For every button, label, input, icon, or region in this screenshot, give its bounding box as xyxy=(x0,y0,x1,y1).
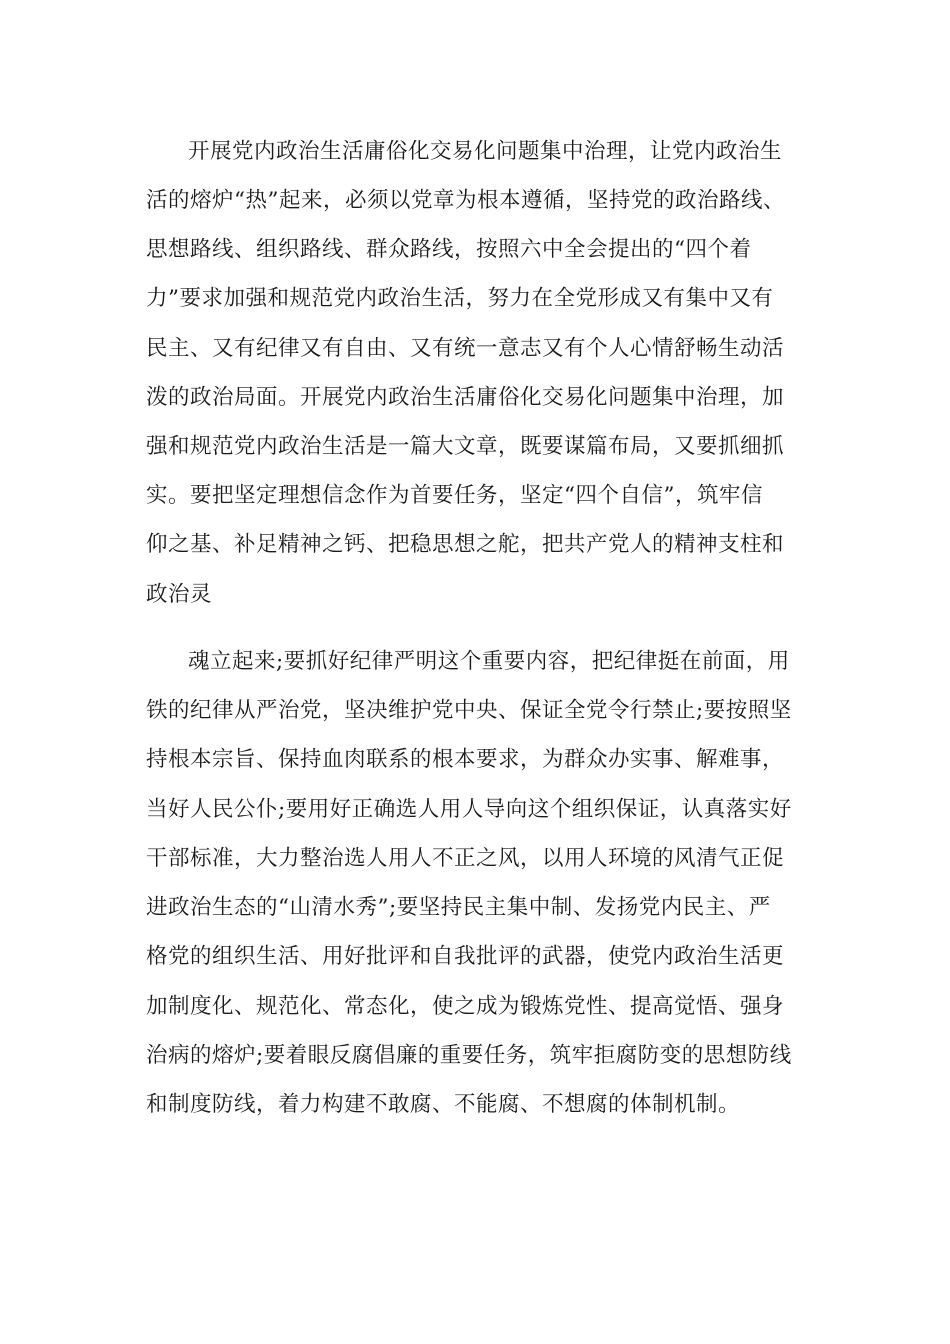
paragraph-1-line-9: 仰之基、补足精神之钙、把稳思想之舵，把共产党人的精神支柱和 xyxy=(146,532,785,557)
paragraph-2-line-9: 治病的熔炉;要着眼反腐倡廉的重要任务，筑牢拒腐防变的思想防线 xyxy=(146,1043,792,1068)
paragraph-2-line-3: 持根本宗旨、保持血肉联系的根本要求，为群众办实事、解难事， xyxy=(146,747,785,772)
paragraph-2-line-4: 当好人民公仆;要用好正确选人用人导向这个组织保证，认真落实好 xyxy=(146,797,792,822)
paragraph-2-line-2: 铁的纪律从严治党，坚决维护党中央、保证全党令行禁止;要按照坚 xyxy=(146,698,792,723)
paragraph-2-line-10: 和制度防线，着力构建不敢腐、不能腐、不想腐的体制机制。 xyxy=(146,1092,741,1117)
paragraph-1-line-10: 政治灵 xyxy=(146,582,213,607)
paragraph-1-line-2: 活的熔炉“热”起来，必须以党章为根本遵循，坚持党的政治路线、 xyxy=(146,188,785,213)
paragraph-2-line-1: 魂立起来;要抓好纪律严明这个重要内容，把纪律挺在前面，用 xyxy=(188,649,790,674)
paragraph-1-line-6: 泼的政治局面。开展党内政治生活庸俗化交易化问题集中治理，加 xyxy=(146,385,785,410)
paragraph-2-line-6: 进政治生态的“山清水秀”;要坚持民主集中制、发扬党内民主、严 xyxy=(146,895,771,920)
paragraph-2-line-7: 格党的组织生活、用好批评和自我批评的武器，使党内政治生活更 xyxy=(146,944,785,969)
paragraph-1-line-1: 开展党内政治生活庸俗化交易化问题集中治理，让党内政治生 xyxy=(188,139,783,164)
paragraph-1-line-5: 民主、又有纪律又有自由、又有统一意志又有个人心情舒畅生动活 xyxy=(146,336,785,361)
paragraph-1-line-3: 思想路线、组织路线、群众路线，按照六中全会提出的“四个着 xyxy=(146,237,752,262)
paragraph-2-line-5: 干部标准，大力整治选人用人不正之风，以用人环境的风清气正促 xyxy=(146,846,785,871)
paragraph-2-line-8: 加制度化、规范化、常态化，使之成为锻炼党性、提高觉悟、强身 xyxy=(146,994,785,1019)
paragraph-1-line-7: 强和规范党内政治生活是一篇大文章，既要谋篇布局，又要抓细抓 xyxy=(146,434,785,459)
paragraph-1-line-4: 力”要求加强和规范党内政治生活，努力在全党形成又有集中又有 xyxy=(146,286,774,311)
paragraph-1-line-8: 实。要把坚定理想信念作为首要任务，坚定“四个自信”，筑牢信 xyxy=(146,483,763,508)
